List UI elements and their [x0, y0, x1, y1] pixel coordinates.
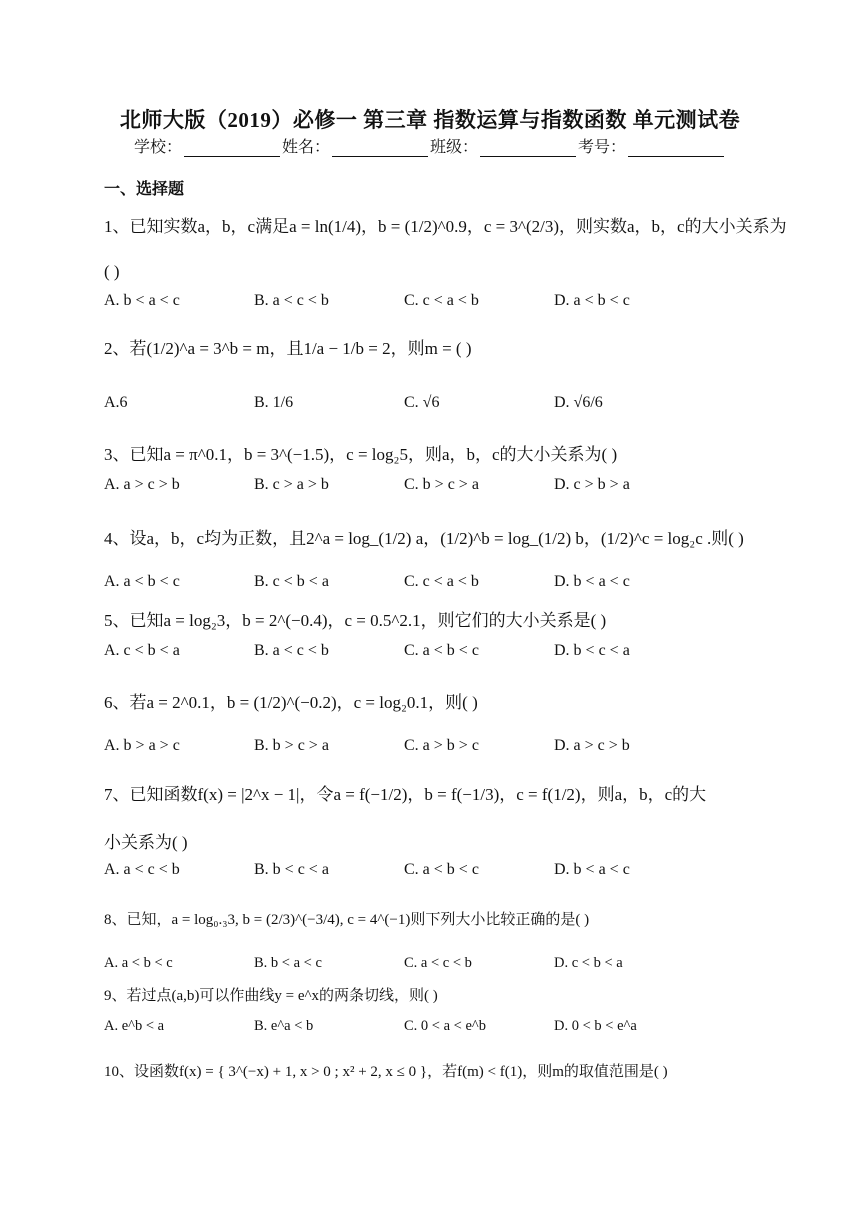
- q5-option-b[interactable]: B. a < c < b: [254, 642, 329, 659]
- q1-option-c[interactable]: C. c < a < b: [404, 292, 479, 309]
- q8-option-a[interactable]: A. a < b < c: [104, 955, 173, 971]
- q9-option-b[interactable]: B. e^a < b: [254, 1018, 314, 1034]
- question-5-stem: 5、已知a = log₂3，b = 2^(−0.4)，c = 0.5^2.1，则它们的大小关系是( ): [104, 611, 607, 630]
- q7-option-a[interactable]: A. a < c < b: [104, 861, 180, 878]
- question-1-stem-cont: ( ): [104, 262, 120, 281]
- q3-option-d[interactable]: D. c > b > a: [554, 476, 630, 493]
- q9-option-c[interactable]: C. 0 < a < e^b: [404, 1018, 486, 1034]
- q6-option-b[interactable]: B. b > c > a: [254, 737, 329, 754]
- q4-option-a[interactable]: A. a < b < c: [104, 573, 180, 590]
- question-3-stem: 3、已知a = π^0.1，b = 3^(−1.5)，c = log₂5，则a，b，c的大小关系为( ): [104, 445, 618, 464]
- q3-option-c[interactable]: C. b > c > a: [404, 476, 479, 493]
- q7-option-b[interactable]: B. b < c < a: [254, 861, 329, 878]
- q5-option-d[interactable]: D. b < c < a: [554, 642, 630, 659]
- q1-option-b[interactable]: B. a < c < b: [254, 292, 329, 309]
- id-blank[interactable]: [628, 140, 724, 157]
- q9-option-d[interactable]: D. 0 < b < e^a: [554, 1018, 637, 1034]
- question-7-stem-cont: 小关系为( ): [104, 833, 188, 852]
- id-label: 考号：: [578, 139, 627, 156]
- q2-option-b[interactable]: B. 1/6: [254, 394, 294, 411]
- q5-option-a[interactable]: A. c < b < a: [104, 642, 180, 659]
- q6-option-d[interactable]: D. a > c > b: [554, 737, 630, 754]
- q2-option-c[interactable]: C. √6: [404, 394, 440, 411]
- q3-option-a[interactable]: A. a > c > b: [104, 476, 180, 493]
- q6-option-c[interactable]: C. a > b > c: [404, 737, 479, 754]
- q8-option-b[interactable]: B. b < a < c: [254, 955, 322, 971]
- q9-option-a[interactable]: A. e^b < a: [104, 1018, 165, 1034]
- q6-option-a[interactable]: A. b > a > c: [104, 737, 180, 754]
- question-9-stem: 9、若过点(a,b)可以作曲线y = e^x的两条切线，则( ): [104, 988, 438, 1004]
- question-4-stem: 4、设a，b，c均为正数，且2^a = log_(1/2) a，(1/2)^b = log_(1/2) b，(1/2)^c = log₂c .则( ): [104, 529, 744, 548]
- q8-option-c[interactable]: C. a < c < b: [404, 955, 472, 971]
- class-blank[interactable]: [480, 140, 576, 157]
- question-8-stem: 8、已知，a = log₀.₃3, b = (2/3)^(−3/4), c = 4^(−1)则下列大小比较正确的是( ): [104, 912, 590, 928]
- school-blank[interactable]: [184, 140, 280, 157]
- q1-option-a[interactable]: A. b < a < c: [104, 292, 180, 309]
- school-label: 学校：: [133, 139, 182, 156]
- q1-option-d[interactable]: D. a < b < c: [554, 292, 630, 309]
- page-title: 北师大版（2019）必修一 第三章 指数运算与指数函数 单元测试卷: [119, 108, 741, 132]
- question-1-stem: 1、已知实数a，b，c满足a = ln(1/4)，b = (1/2)^0.9，c = 3^(2/3)，则实数a，b，c的大小关系为: [104, 217, 787, 236]
- q7-option-d[interactable]: D. b < a < c: [554, 861, 630, 878]
- question-6-stem: 6、若a = 2^0.1，b = (1/2)^(−0.2)，c = log₂0.1，则( ): [104, 693, 478, 712]
- q2-option-a[interactable]: A.6: [104, 394, 128, 411]
- q5-option-c[interactable]: C. a < b < c: [404, 642, 479, 659]
- question-7-stem: 7、已知函数f(x) = |2^x − 1|，令a = f(−1/2)，b = f(−1/3)，c = f(1/2)，则a，b，c的大: [104, 785, 707, 804]
- name-blank[interactable]: [332, 140, 428, 157]
- class-label: 班级：: [430, 139, 479, 156]
- q2-option-d[interactable]: D. √6/6: [554, 394, 603, 411]
- question-10-stem: 10、设函数f(x) = { 3^(−x) + 1, x > 0 ; x² + 2, x ≤ 0 }，若f(m) < f(1)，则m的取值范围是( ): [104, 1064, 668, 1080]
- q7-option-c[interactable]: C. a < b < c: [404, 861, 479, 878]
- q4-option-d[interactable]: D. b < a < c: [554, 573, 630, 590]
- q4-option-b[interactable]: B. c < b < a: [254, 573, 329, 590]
- question-2-stem: 2、若(1/2)^a = 3^b = m，且1/a − 1/b = 2，则m = ( ): [104, 339, 472, 358]
- name-label: 姓名：: [281, 139, 330, 156]
- q8-option-d[interactable]: D. c < b < a: [554, 955, 623, 971]
- student-info-line: [0, 134, 860, 157]
- section-heading: 一、选择题: [104, 181, 185, 198]
- q3-option-b[interactable]: B. c > a > b: [254, 476, 329, 493]
- q4-option-c[interactable]: C. c < a < b: [404, 573, 479, 590]
